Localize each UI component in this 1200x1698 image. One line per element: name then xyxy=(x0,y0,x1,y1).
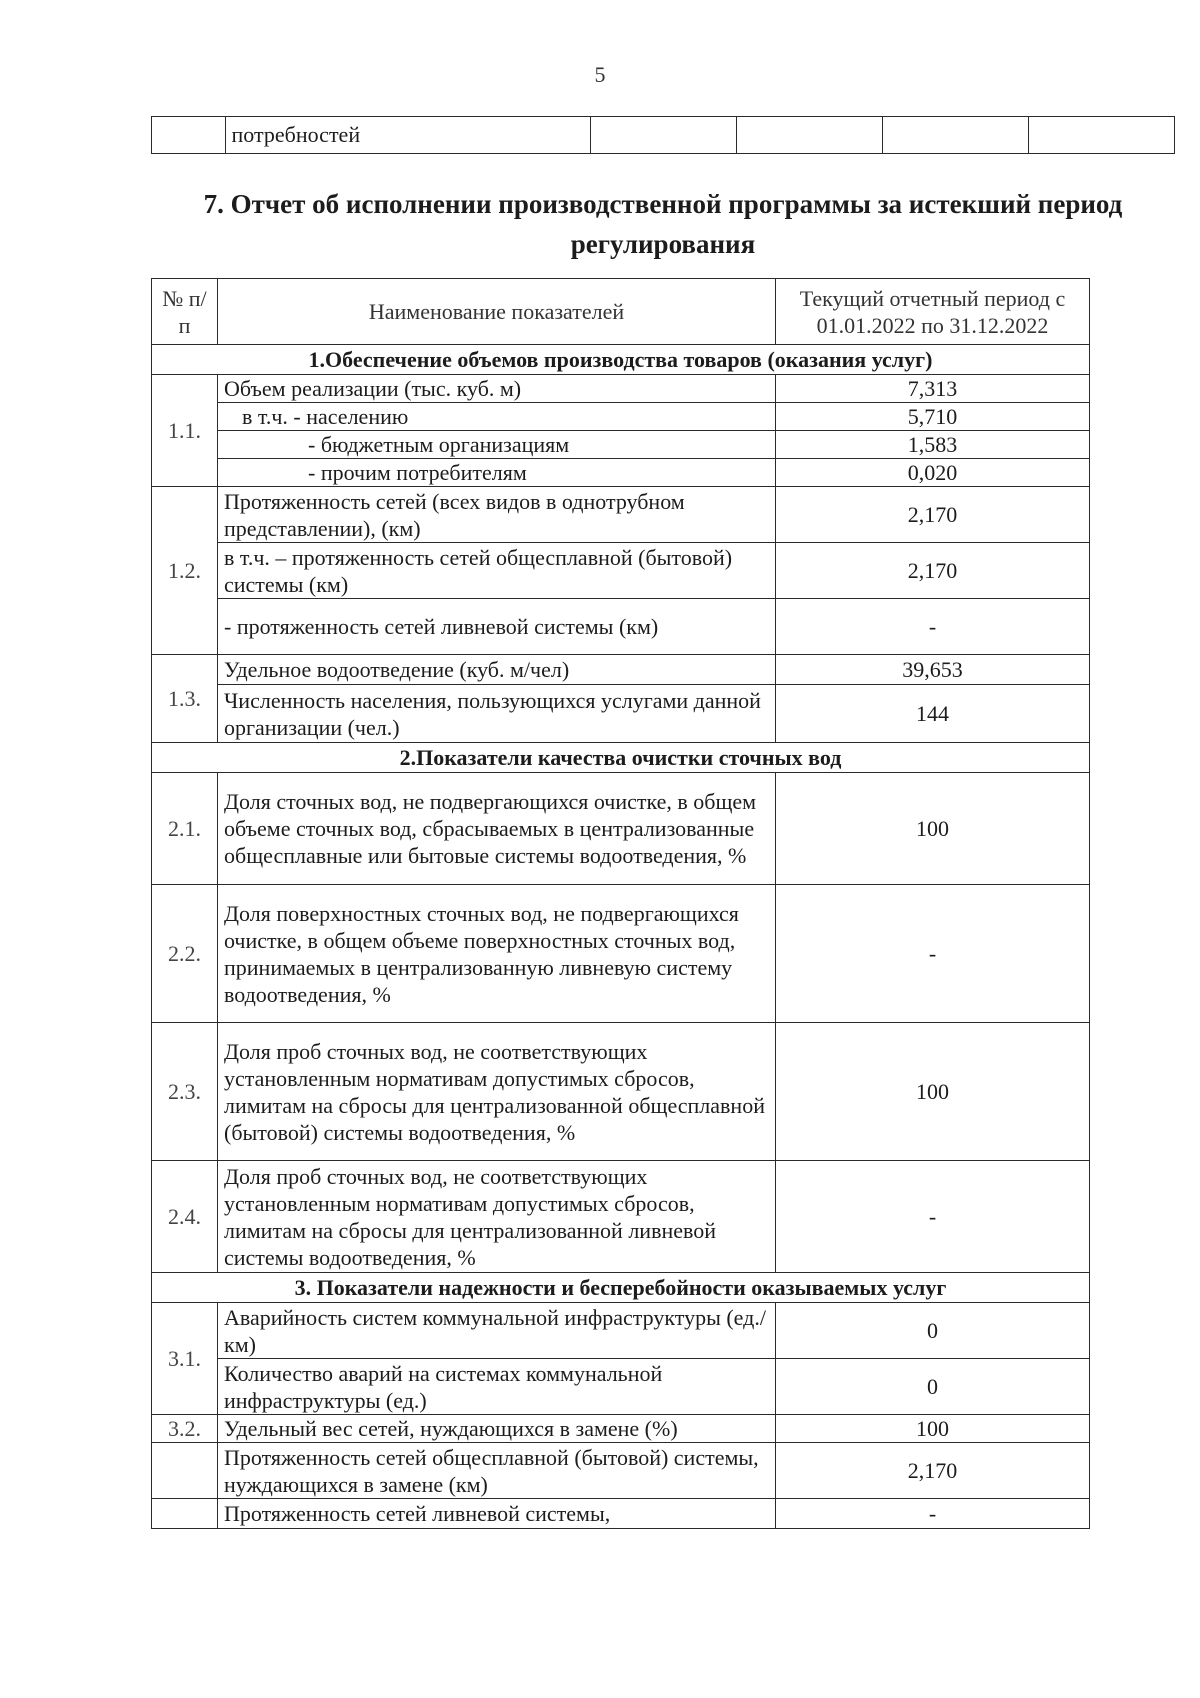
row-number xyxy=(152,1499,218,1529)
table-cell xyxy=(737,117,883,154)
table-row xyxy=(152,403,1090,431)
table-header-row xyxy=(152,279,1090,345)
indicator-value: 144 xyxy=(776,685,1090,743)
row-number: 1.3. xyxy=(152,655,218,743)
indicator-value: 100 xyxy=(776,1415,1090,1443)
indicator-name: Удельное водоотведение (куб. м/чел) xyxy=(218,655,776,685)
table-cell xyxy=(152,117,226,154)
table-row xyxy=(152,655,1090,685)
indicator-name: Доля проб сточных вод, не соответствующих установленным нормативам допустимых сбросов, лимитам на сбросы для централизованной ливневой системы водоотведения, % xyxy=(218,1161,776,1273)
row-number: 2.4. xyxy=(152,1161,218,1273)
indicator-name: Удельный вес сетей, нуждающихся в замене (%) xyxy=(218,1415,776,1443)
table-row xyxy=(152,1359,1090,1415)
indicator-name: Доля сточных вод, не подвергающихся очистке, в общем объеме сточных вод, сбрасываемых в централизованные общесплавные или бытовые системы водоотведения, % xyxy=(218,773,776,885)
header-num: № п/п xyxy=(152,279,218,345)
header-name: Наименование показателей xyxy=(218,279,776,345)
indicator-value: 0 xyxy=(776,1303,1090,1359)
header-period: Текущий отчетный период с 01.01.2022 по 31.12.2022 xyxy=(776,279,1090,345)
continued-table-fragment xyxy=(151,116,1175,154)
row-number: 3.1. xyxy=(152,1303,218,1415)
table-row xyxy=(152,375,1090,403)
page-number: 5 xyxy=(594,62,606,87)
indicator-name: Протяженность сетей (всех видов в однотрубном представлении), (км) xyxy=(218,487,776,543)
table-row xyxy=(152,1499,1090,1529)
table-cell: потребностей xyxy=(225,117,591,154)
table-row xyxy=(152,459,1090,487)
indicator-name: Доля поверхностных сточных вод, не подвергающихся очистке, в общем объеме поверхностных сточных вод, принимаемых в централизованную ливневую систему водоотведения, % xyxy=(218,885,776,1023)
indicator-value: 1,583 xyxy=(776,431,1090,459)
table-row xyxy=(152,543,1090,599)
indicator-name: в т.ч. - населению xyxy=(218,403,776,431)
table-row xyxy=(152,487,1090,543)
row-number: 2.1. xyxy=(152,773,218,885)
indicator-name: - протяженность сетей ливневой системы (км) xyxy=(218,599,776,655)
indicator-value: 39,653 xyxy=(776,655,1090,685)
group-title: 1.Обеспечение объемов производства товаров (оказания услуг) xyxy=(152,345,1090,375)
indicator-value: 2,170 xyxy=(776,487,1090,543)
indicator-name: Объем реализации (тыс. куб. м) xyxy=(218,375,776,403)
row-number: 2.2. xyxy=(152,885,218,1023)
indicator-value: 0 xyxy=(776,1359,1090,1415)
table-row xyxy=(152,1023,1090,1161)
indicator-name: - бюджетным организациям xyxy=(218,431,776,459)
table-cell xyxy=(591,117,737,154)
row-number xyxy=(152,1443,218,1499)
indicator-name: Численность населения, пользующихся услугами данной организации (чел.) xyxy=(218,685,776,743)
indicator-value: 7,313 xyxy=(776,375,1090,403)
table-row xyxy=(152,885,1090,1023)
table-row xyxy=(152,599,1090,655)
table-cell xyxy=(883,117,1029,154)
indicator-name: Протяженность сетей ливневой системы, xyxy=(218,1499,776,1529)
indicator-value: 2,170 xyxy=(776,1443,1090,1499)
group-header-row xyxy=(152,743,1090,773)
report-table xyxy=(151,278,1090,1529)
indicator-value: 0,020 xyxy=(776,459,1090,487)
row-number: 1.1. xyxy=(152,375,218,487)
group-title: 2.Показатели качества очистки сточных вод xyxy=(152,743,1090,773)
table-row xyxy=(152,1443,1090,1499)
indicator-value: - xyxy=(776,599,1090,655)
row-number: 1.2. xyxy=(152,487,218,655)
indicator-value: 5,710 xyxy=(776,403,1090,431)
group-title: 3. Показатели надежности и бесперебойности оказываемых услуг xyxy=(152,1273,1090,1303)
row-number: 2.3. xyxy=(152,1023,218,1161)
indicator-value: - xyxy=(776,885,1090,1023)
table-row xyxy=(152,1415,1090,1443)
indicator-value: - xyxy=(776,1499,1090,1529)
indicator-value: 100 xyxy=(776,773,1090,885)
group-header-row xyxy=(152,1273,1090,1303)
table-row xyxy=(152,1161,1090,1273)
indicator-value: - xyxy=(776,1161,1090,1273)
indicator-name: Доля проб сточных вод, не соответствующих установленным нормативам допустимых сбросов, лимитам на сбросы для централизованной общесплавной (бытовой) системы водоотведения, % xyxy=(218,1023,776,1161)
indicator-name: Протяженность сетей общесплавной (бытовой) системы, нуждающихся в замене (км) xyxy=(218,1443,776,1499)
table-cell xyxy=(1028,117,1174,154)
group-header-row xyxy=(152,345,1090,375)
indicator-name: в т.ч. – протяженность сетей общесплавной (бытовой) системы (км) xyxy=(218,543,776,599)
section-title: 7. Отчет об исполнении производственной программы за истекший период регулирования xyxy=(203,189,1123,259)
table-row xyxy=(152,117,1175,154)
indicator-name: Количество аварий на системах коммунальной инфраструктуры (ед.) xyxy=(218,1359,776,1415)
indicator-name: Аварийность систем коммунальной инфраструктуры (ед./км) xyxy=(218,1303,776,1359)
indicator-value: 2,170 xyxy=(776,543,1090,599)
table-row xyxy=(152,773,1090,885)
row-number: 3.2. xyxy=(152,1415,218,1443)
indicator-name: - прочим потребителям xyxy=(218,459,776,487)
table-row xyxy=(152,431,1090,459)
table-row xyxy=(152,685,1090,743)
table-row xyxy=(152,1303,1090,1359)
indicator-value: 100 xyxy=(776,1023,1090,1161)
